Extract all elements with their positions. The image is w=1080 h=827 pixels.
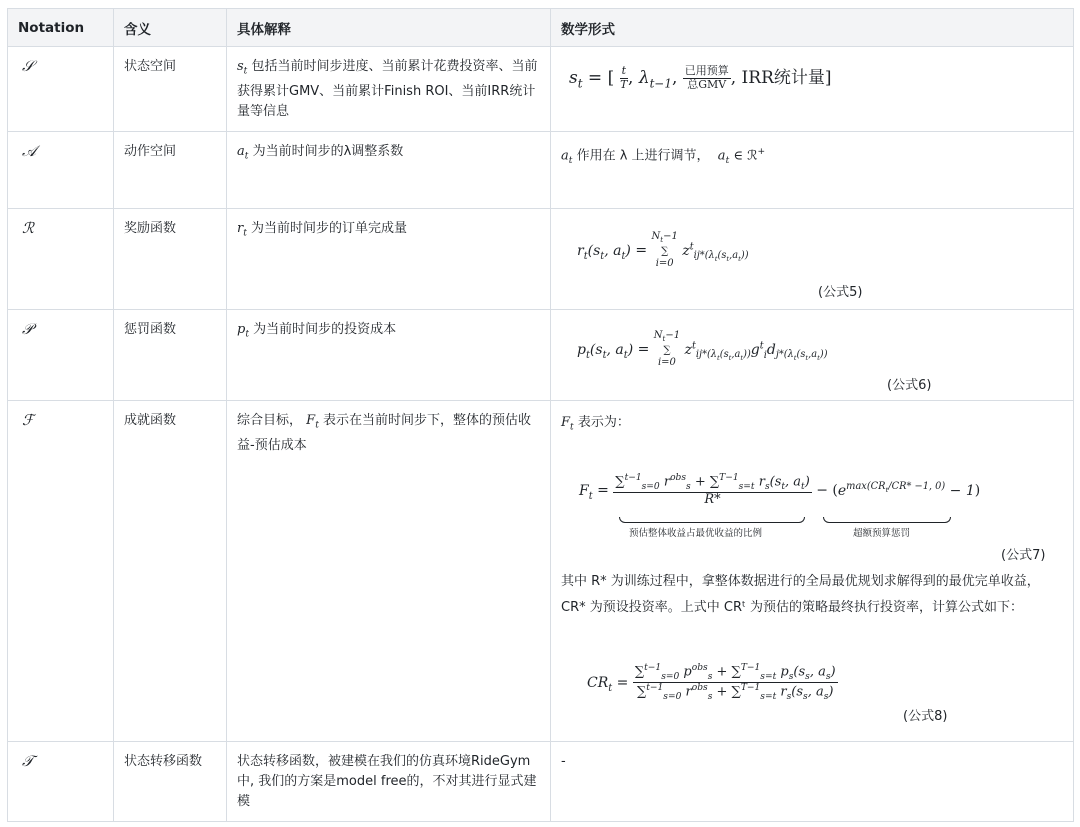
formula-var-sub: t bbox=[568, 155, 573, 166]
formula-ref-6: (公式6) bbox=[887, 378, 932, 393]
notation-symbol: 𝒯 bbox=[22, 752, 34, 770]
reward-formula: $r_t(s_t$, $a_t$) = $N_t-1$ ∑ i=0 $z^t_{ij*(\lambda_t(s_t,a_t))}$ bbox=[577, 231, 749, 269]
formula-lhs: s bbox=[569, 68, 578, 88]
frac1-num: t bbox=[621, 64, 627, 78]
intro-var: F bbox=[561, 415, 571, 430]
table-header-row bbox=[8, 9, 1074, 47]
formula-tail-sub: t bbox=[725, 155, 730, 166]
notation-symbol: 𝒫 bbox=[22, 320, 33, 338]
table-row bbox=[8, 209, 1074, 310]
table-row bbox=[8, 132, 1074, 209]
notation-symbol: ℛ bbox=[22, 219, 34, 237]
formula-cell bbox=[551, 310, 1073, 400]
table-row bbox=[8, 742, 1074, 822]
formula-lambda-sub: t−1 bbox=[649, 76, 672, 91]
meaning-cell: 动作空间 bbox=[124, 144, 177, 159]
penalty-formula: $p_t(s_t$, $a_t$) = $N_t-1$ ∑ i=0 $z^t_{ij*(\lambda_t(s_t,a_t))}g^t_id_{j*(\lambda_t(s_t,a_t))}$ bbox=[577, 330, 828, 368]
formula-text: 作用在 λ 上进行调节， bbox=[576, 148, 710, 164]
formula-cell: - bbox=[561, 754, 566, 769]
brace-2 bbox=[823, 517, 951, 523]
meaning-cell: 成就函数 bbox=[124, 413, 177, 428]
explanation-text: 包括当前时间步进度、当前累计花费投资率、当前获得累计GMV、当前累计Finish ROI、当前IRR统计量等信息 bbox=[237, 59, 538, 119]
formula-tail-var: a bbox=[717, 148, 726, 164]
explanation-cell bbox=[227, 310, 550, 345]
explanation-sub: t bbox=[243, 66, 248, 77]
notation-symbol: 𝒮 bbox=[22, 57, 34, 75]
table-row bbox=[8, 310, 1074, 401]
explanation-cell bbox=[227, 132, 550, 167]
brace-1-label: 预估整体收益占最优收益的比例 bbox=[629, 528, 763, 539]
explanation-paragraph: 其中 R* 为训练过程中，拿整体数据进行的全局最优规划求解得到的最优完单收益， CR* 为预设投资率。上式中 CRᵗ 为预估的策略最终执行投资率，计算公式如下： bbox=[561, 574, 1040, 615]
meaning-cell: 状态转移函数 bbox=[124, 754, 203, 769]
meaning-cell: 状态空间 bbox=[124, 59, 177, 74]
explanation-var: r bbox=[237, 221, 244, 236]
header-math-form: 数学形式 bbox=[551, 9, 1074, 47]
formula-tail: , IRR统计量 bbox=[730, 68, 825, 88]
cr-formula: $CR_t$ = $\frac{\sum^{t-1}_{s=0} p^{obs}_s + \sum^{T-1}_{s=t} p_s(s_s, a_s)}{\sum^{t-1}_{s=0} r^{obs}_s + \sum^{T-1}_{s=t} r_s(s_s, a_s)}$ bbox=[587, 663, 836, 703]
notation-symbol: ℱ bbox=[22, 411, 34, 429]
frac2-num: 已用预算 bbox=[684, 64, 729, 78]
explanation-sub: t bbox=[315, 420, 319, 431]
formula-cell bbox=[551, 209, 1073, 309]
intro-text: 表示为： bbox=[577, 415, 630, 430]
explanation-cell bbox=[227, 209, 550, 244]
explanation-text: 为当前时间步的订单完成量 bbox=[251, 221, 408, 236]
brace-2-label: 超额预算惩罚 bbox=[853, 528, 911, 539]
achievement-formula: $F_t$ = $\frac{\sum^{t-1}_{s=0} r^{obs}_s + \sum^{T-1}_{s=t} r_s(s_t, a_t)}{R*}$ − $(e^{max(CR_t/CR* -1, 0)} - 1)$ bbox=[579, 473, 981, 508]
formula-lhs-sub: t bbox=[577, 76, 583, 91]
formula-ref-8: (公式8) bbox=[903, 709, 948, 724]
explanation-text: 为当前时间步的投资成本 bbox=[253, 322, 397, 337]
explanation-pre: 综合目标， bbox=[237, 413, 303, 428]
header-explanation: 具体解释 bbox=[227, 9, 551, 47]
explanation-sub: t bbox=[243, 228, 247, 239]
explanation-var: a bbox=[237, 144, 245, 159]
table-row bbox=[8, 47, 1074, 132]
explanation-var: F bbox=[306, 413, 316, 428]
brace-1 bbox=[619, 517, 805, 523]
formula-lambda: λ bbox=[638, 68, 650, 88]
intro-sub: t bbox=[570, 422, 574, 433]
meaning-cell: 惩罚函数 bbox=[124, 322, 177, 337]
formula-cell bbox=[551, 401, 1073, 741]
explanation-cell bbox=[227, 47, 550, 122]
notation-table bbox=[7, 8, 1074, 822]
formula-frac1 bbox=[620, 65, 628, 91]
formula-cell bbox=[551, 132, 1073, 171]
header-meaning: 含义 bbox=[114, 9, 227, 47]
explanation-sub: t bbox=[245, 329, 249, 340]
explanation-var: p bbox=[237, 322, 246, 337]
header-notation: Notation bbox=[8, 9, 114, 47]
state-formula: $s_t$ = [ $\frac{t}{T}$ , $\lambda_{t-1}$, $\frac{\text{已用预算}}{\text{总GMV}}$ , IRR统计量] bbox=[569, 64, 832, 91]
meaning-cell: 奖励函数 bbox=[124, 221, 177, 236]
explanation-sub: t bbox=[244, 151, 249, 162]
explanation-text: 表示在当前时间步下，整体的预估收益-预估成本 bbox=[237, 413, 531, 453]
explanation-cell: 状态转移函数，被建模在我们的仿真环境RideGym中, 我们的方案是model free的，不对其进行显式建模 bbox=[237, 754, 537, 809]
explanation-cell bbox=[227, 401, 550, 456]
formula-frac2 bbox=[683, 65, 731, 91]
formula-ref-5: (公式5) bbox=[818, 285, 863, 300]
table-row bbox=[8, 401, 1074, 742]
formula-var: a bbox=[561, 148, 569, 164]
explanation-text: 为当前时间步的λ调整系数 bbox=[252, 144, 404, 159]
notation-symbol: 𝒜 bbox=[22, 142, 37, 160]
frac1-den: T bbox=[620, 78, 628, 91]
frac2-den: 总GMV bbox=[687, 78, 727, 91]
explanation-var: s bbox=[237, 59, 244, 74]
formula-intro bbox=[561, 411, 630, 433]
formula-tail-set: ∈ ℛ bbox=[733, 148, 758, 164]
formula-tail-sup: + bbox=[757, 147, 766, 157]
formula-ref-7: (公式7) bbox=[1001, 548, 1046, 563]
